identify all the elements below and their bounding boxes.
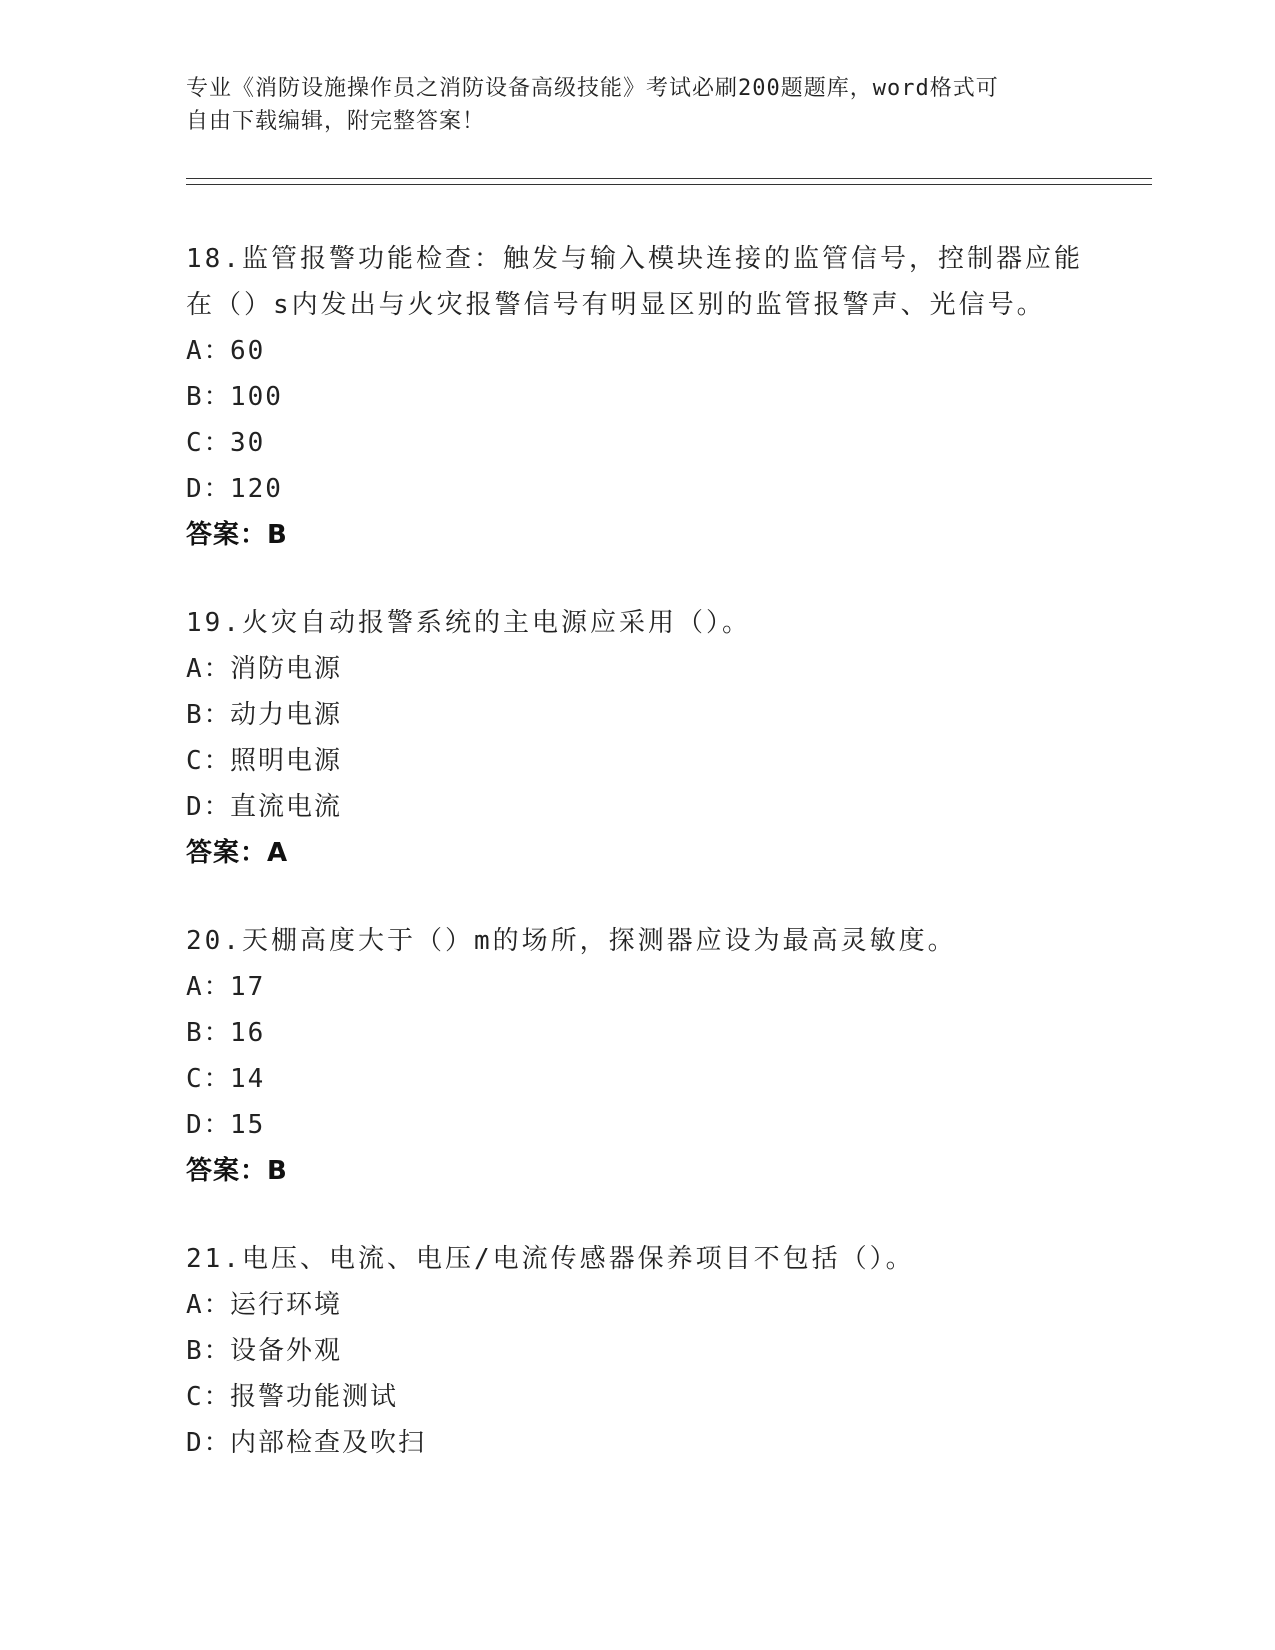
option-value: 100 — [230, 382, 283, 412]
option-key: D： — [186, 474, 232, 504]
option-value: 30 — [230, 428, 266, 458]
question-19 — [186, 600, 1126, 876]
header-line-2: 自由下载编辑，附完整答案！ — [186, 109, 486, 134]
option-value: 报警功能测试 — [230, 1382, 399, 1412]
option-value: 16 — [230, 1018, 266, 1048]
question-21 — [186, 1236, 1126, 1466]
option-value: 15 — [230, 1110, 266, 1140]
option-value: 运行环境 — [230, 1290, 343, 1320]
option-key: D： — [186, 1110, 232, 1140]
option-a — [186, 1282, 1126, 1328]
option-a — [186, 646, 1126, 692]
option-key: B： — [186, 700, 232, 730]
option-key: B： — [186, 1018, 232, 1048]
option-key: D： — [186, 792, 232, 822]
question-text: 20.天棚高度大于（）m的场所，探测器应设为最高灵敏度。 — [186, 926, 957, 956]
option-a — [186, 964, 1126, 1010]
header-divider-bottom — [186, 184, 1152, 185]
option-key: C： — [186, 746, 232, 776]
header-divider-top — [186, 178, 1152, 179]
answer-line: 答案：A — [186, 838, 289, 868]
option-value: 设备外观 — [230, 1336, 343, 1366]
answer-line: 答案：B — [186, 1156, 288, 1186]
option-b — [186, 1328, 1126, 1374]
option-b — [186, 692, 1126, 738]
option-a — [186, 328, 1126, 374]
option-key: A： — [186, 654, 232, 684]
option-value: 动力电源 — [230, 700, 343, 730]
option-key: A： — [186, 972, 232, 1002]
option-value: 60 — [230, 336, 266, 366]
option-c — [186, 420, 1126, 466]
question-text: 18.监管报警功能检查：触发与输入模块连接的监管信号，控制器应能 — [186, 244, 1083, 274]
option-value: 消防电源 — [230, 654, 343, 684]
option-key: A： — [186, 336, 232, 366]
answer-line: 答案：B — [186, 520, 288, 550]
option-key: B： — [186, 1336, 232, 1366]
option-value: 内部检查及吹扫 — [230, 1428, 427, 1458]
option-d — [186, 784, 1126, 830]
question-list — [186, 236, 1126, 1508]
option-value: 直流电流 — [230, 792, 343, 822]
option-c — [186, 738, 1126, 784]
option-key: A： — [186, 1290, 232, 1320]
option-d — [186, 1102, 1126, 1148]
option-c — [186, 1056, 1126, 1102]
option-key: C： — [186, 1382, 232, 1412]
option-b — [186, 374, 1126, 420]
document-header — [186, 72, 1066, 138]
option-key: D： — [186, 1428, 232, 1458]
option-value: 17 — [230, 972, 266, 1002]
question-18 — [186, 236, 1126, 558]
option-d — [186, 466, 1126, 512]
option-value: 照明电源 — [230, 746, 343, 776]
question-text: 21.电压、电流、电压/电流传感器保养项目不包括（）。 — [186, 1244, 915, 1274]
option-value: 120 — [230, 474, 283, 504]
question-text: 19.火灾自动报警系统的主电源应采用（）。 — [186, 608, 751, 638]
option-key: C： — [186, 1064, 232, 1094]
option-d — [186, 1420, 1126, 1466]
question-text-continued: 在（）s内发出与火灾报警信号有明显区别的监管报警声、光信号。 — [186, 290, 1046, 320]
header-line-1: 专业《消防设施操作员之消防设备高级技能》考试必刷200题题库，word格式可 — [186, 76, 999, 101]
option-c — [186, 1374, 1126, 1420]
option-b — [186, 1010, 1126, 1056]
question-20 — [186, 918, 1126, 1194]
option-value: 14 — [230, 1064, 266, 1094]
option-key: C： — [186, 428, 232, 458]
option-key: B： — [186, 382, 232, 412]
